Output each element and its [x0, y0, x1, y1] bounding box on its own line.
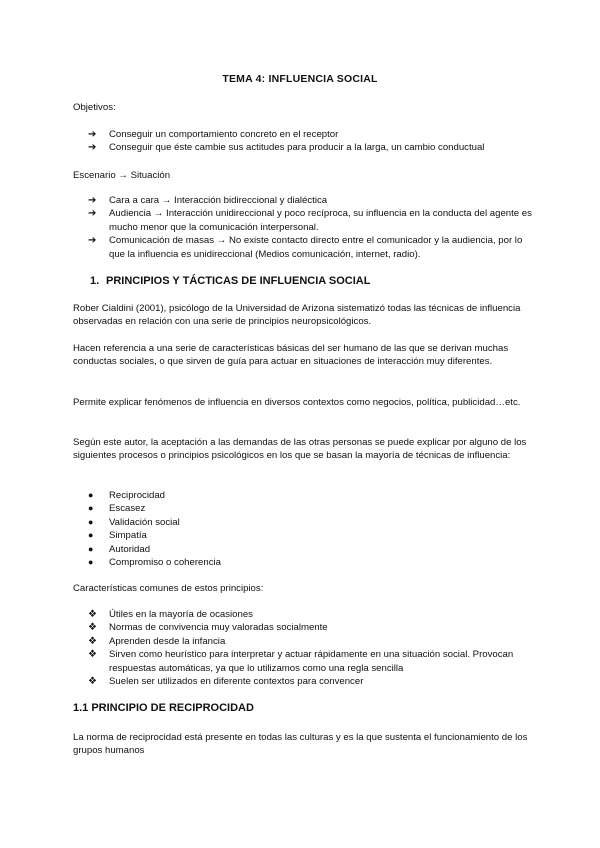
arrow-bullet-icon: ➔ — [88, 235, 97, 247]
list-item-text: Simpatía — [109, 530, 147, 542]
list-item-text: Audiencia → Interacción unidireccional y poco recíproca, su influencia en la conducta del agente es mucho menor que la comunicación interpersonal. — [109, 208, 532, 233]
bullet-icon: ● — [88, 530, 94, 541]
diamond-bullet-icon: ❖ — [88, 622, 97, 634]
list-item — [88, 529, 538, 542]
subsection-heading: 1.1 PRINCIPIO DE RECIPROCIDAD — [73, 702, 254, 714]
caracteristicas-list — [88, 608, 538, 688]
list-item-text: Normas de convivencia muy valoradas socialmente — [109, 622, 328, 634]
diamond-bullet-icon: ❖ — [88, 676, 97, 688]
list-item — [88, 194, 538, 207]
list-item — [88, 675, 538, 688]
list-item — [88, 489, 538, 502]
list-item-text: Suelen ser utilizados en diferente contextos para convencer — [109, 676, 364, 688]
bullet-icon: ● — [88, 557, 94, 568]
bullet-icon: ● — [88, 490, 94, 500]
list-item-text: Sirven como heurístico para interpretar y actuar rápidamente en una situación social. Provocan respuestas automáticas, ya que lo utilizamos como una regla sencilla — [109, 649, 514, 674]
list-item — [88, 502, 538, 515]
principles-list — [88, 489, 538, 569]
list-item — [88, 648, 538, 675]
bullet-icon: ● — [88, 503, 94, 514]
escenario-list — [88, 194, 538, 261]
list-item — [88, 516, 538, 529]
paragraph: Hacen referencia a una serie de características básicas del ser humano de las que se derivan muchas conductas sociales, o que sirven de guía para actuar en situaciones de interacción muy diferentes. — [73, 343, 509, 368]
list-item-text: Compromiso o coherencia — [109, 557, 221, 569]
list-item — [88, 207, 538, 234]
list-item — [88, 128, 538, 141]
list-item — [88, 234, 538, 261]
arrow-bullet-icon: ➔ — [88, 142, 97, 154]
list-item — [88, 635, 538, 648]
list-item — [88, 608, 538, 621]
escenario-label: Escenario → Situación — [73, 170, 171, 181]
paragraph: Rober Cialdini (2001), psicólogo de la Universidad de Arizona sistematizó todas las técnicas de influencia observadas en relación con una serie de principios neuropsicológicos. — [73, 303, 521, 328]
list-item-text: Autoridad — [109, 543, 151, 555]
arrow-bullet-icon: ➔ — [88, 129, 97, 140]
list-item-text: Conseguir que éste cambie sus actitudes para producir a la larga, un cambio conductual — [109, 142, 485, 154]
list-item — [88, 621, 538, 634]
caracteristicas-label: Características comunes de estos principios: — [73, 583, 264, 594]
bullet-icon: ● — [88, 516, 94, 527]
paragraph: La norma de reciprocidad está presente en todas las culturas y es la que sustenta el funcionamiento de los grupos humanos — [73, 732, 528, 757]
diamond-bullet-icon: ❖ — [88, 635, 97, 647]
list-item — [88, 141, 538, 154]
page-title: TEMA 4: INFLUENCIA SOCIAL — [222, 73, 378, 85]
paragraph: Según este autor, la aceptación a las demandas de las otras personas se puede explicar por alguno de los siguientes procesos o principios psicológicos en los que se basan la mayoría de técnicas de influencia: — [73, 437, 527, 462]
paragraph: Permite explicar fenómenos de influencia en diversos contextos como negocios, política, publicidad…etc. — [73, 397, 521, 408]
arrow-bullet-icon: ➔ — [88, 208, 97, 220]
list-item — [88, 543, 538, 556]
list-item-text: Conseguir un comportamiento concreto en el receptor — [109, 129, 339, 140]
diamond-bullet-icon: ❖ — [88, 609, 97, 620]
list-item-text: Cara a cara → Interacción bidireccional y dialéctica — [109, 195, 328, 206]
list-item-text: Reciprocidad — [109, 490, 165, 501]
list-item-text: Escasez — [109, 503, 146, 515]
section-number: 1. — [90, 275, 100, 287]
arrow-bullet-icon: ➔ — [88, 195, 97, 206]
diamond-bullet-icon: ❖ — [88, 649, 97, 661]
list-item-text: Comunicación de masas → No existe contacto directo entre el comunicador y la audiencia, por lo que la influencia es unidireccional (Medios comunicación, internet, radio). — [109, 235, 523, 260]
objetivos-list — [88, 128, 538, 155]
list-item — [88, 556, 538, 569]
bullet-icon: ● — [88, 543, 94, 554]
objetivos-label: Objetivos: — [73, 102, 116, 113]
section-title: PRINCIPIOS Y TÁCTICAS DE INFLUENCIA SOCIAL — [106, 275, 371, 287]
list-item-text: Validación social — [109, 516, 180, 528]
list-item-text: Aprenden desde la infancia — [109, 635, 226, 647]
section-heading — [90, 275, 370, 287]
list-item-text: Útiles en la mayoría de ocasiones — [109, 609, 253, 620]
